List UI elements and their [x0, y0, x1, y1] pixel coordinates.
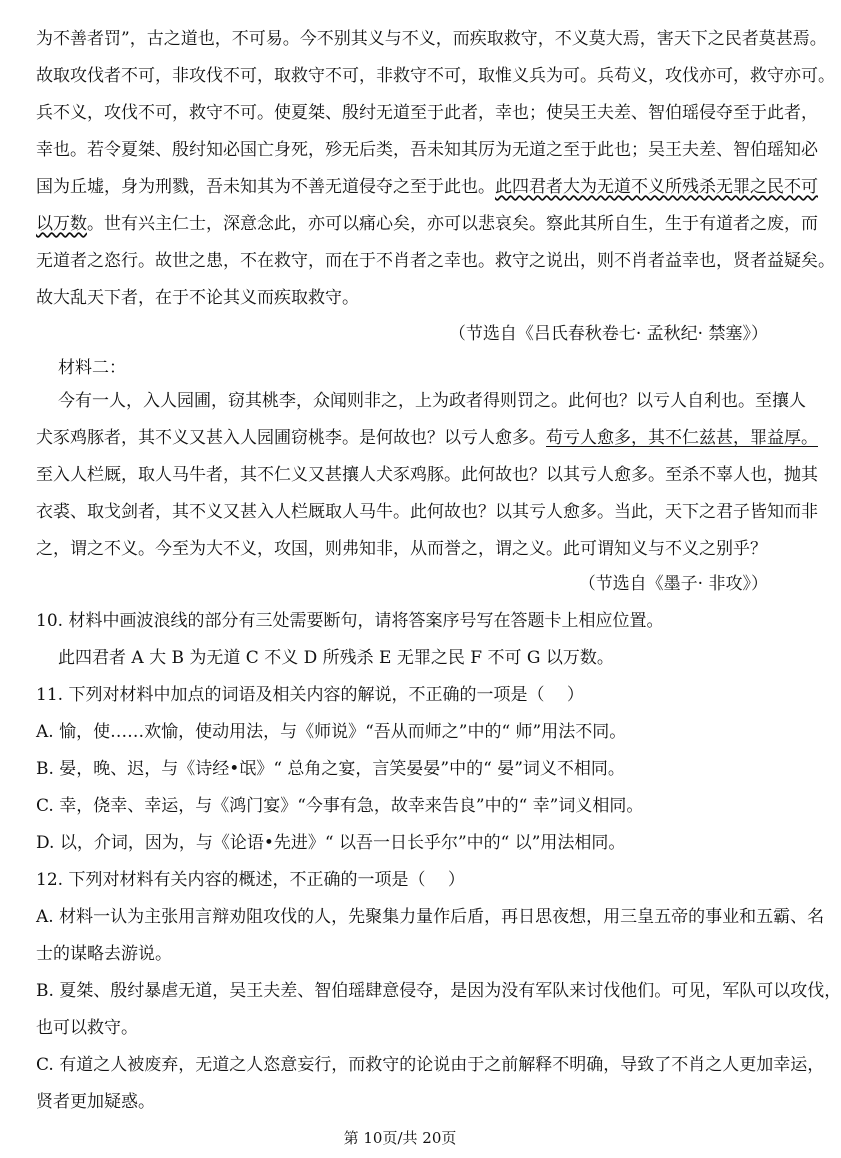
- option-a: A. 愉，使……欢愉，使动用法，与《师说》“吾从而师之”中的“ 师”用法不同。: [36, 722, 627, 742]
- material-label: 材料二：: [58, 358, 126, 378]
- option-c: C. 幸，侥幸、幸运，与《鸿门宴》“今事有急，故幸来告良”中的“ 幸”词义相同。: [36, 796, 644, 816]
- passage-text: 国为丘墟，身为刑戮，吾未知其为不善无道侵夺之至于此也。: [36, 177, 495, 197]
- wavy-underlined-text: 此四君者大为无道不义所残杀无罪之民不可: [495, 177, 818, 197]
- passage-line: 幸也。若令夏桀、殷纣知必国亡身死，殄无后类，吾未知其厉为无道之至于此也；吴王夫差、智伯瑶知必: [36, 140, 818, 160]
- passage-line: 兵不义，攻伐不可，救守不可。使夏桀、殷纣无道至于此者，幸也；使吴王夫差、智伯瑶侵夺至于此者，: [36, 103, 818, 123]
- page-footer: 第 10页/共 20页: [343, 1129, 457, 1147]
- passage-line: [36, 175, 818, 199]
- passage-line: 故取攻伐者不可，非攻伐不可，取救守不可，非救守不可，取惟义兵为可。兵苟义，攻伐亦可，救守亦可。: [36, 66, 835, 86]
- underlined-text: 苟亏人愈多，其不仁兹甚，罪益厚。: [546, 428, 818, 448]
- passage-line: 为不善者罚”，古之道也，不可易。今不别其义与不义，而疾取救守，不义莫大焉，害天下之民者莫甚焉。: [36, 29, 827, 49]
- option-c: C. 有道之人被废弃，无道之人恣意妄行，而救守的论说由于之前解释不明确，导致了不肖之人更加幸运，: [36, 1055, 825, 1075]
- passage-line: 故大乱天下者，在于不论其义而疾取救守。: [36, 288, 359, 308]
- passage-text: 。世有兴主仁士，深意念此，亦可以痛心矣，亦可以悲哀矣。察此其所自生，生于有道者之废，而: [87, 214, 818, 234]
- passage-line: 今有一人，入人园圃，窃其桃李，众闻则非之，上为政者得则罚之。此何也？以亏人自利也。至攘人: [58, 391, 806, 411]
- question-11: 11. 下列对材料中加点的词语及相关内容的解说，不正确的一项是（ ）: [36, 685, 584, 705]
- wavy-underlined-text: 以万数: [36, 214, 87, 234]
- option-c-cont: 贤者更加疑惑。: [36, 1092, 155, 1112]
- option-b-cont: 也可以救守。: [36, 1018, 138, 1038]
- option-a: A. 材料一认为主张用言辩劝阻攻伐的人，先聚集力量作后盾，再日思夜想，用三皇五帝的事业和五霸、名: [36, 907, 825, 927]
- passage-line: 至入人栏厩，取人马牛者，其不仁义又甚攘人犬豕鸡豚。此何故也？以其亏人愈多。至杀不辜人也，抛其: [36, 465, 818, 485]
- passage-line: [36, 426, 818, 450]
- question-10-sentence: 此四君者 A 大 B 为无道 C 不义 D 所残杀 E 无罪之民 F 不可 G 以万数。: [58, 648, 614, 668]
- option-a-cont: 士的谋略去游说。: [36, 944, 172, 964]
- passage-text: 犬豕鸡豚者，其不义又甚入人园圃窃桃李。是何故也？以亏人愈多。: [36, 428, 546, 448]
- source-citation: （节选自《吕氏春秋卷七· 孟秋纪· 禁塞》）: [448, 324, 768, 344]
- passage-line: 无道者之恣行。故世之患，不在救守，而在于不肖者之幸也。救守之说出，则不肖者益幸也，贤者益疑矣。: [36, 251, 835, 271]
- question-10: 10. 材料中画波浪线的部分有三处需要断句，请将答案序号写在答题卡上相应位置。: [36, 611, 664, 631]
- option-d: D. 以，介词，因为，与《论语•先进》“ 以吾一日长乎尔”中的“ 以”用法相同。: [36, 833, 626, 853]
- source-citation: （节选自《墨子· 非攻》）: [578, 574, 768, 594]
- question-12: 12. 下列对材料有关内容的概述，不正确的一项是（ ）: [36, 870, 465, 890]
- passage-line: [36, 212, 818, 236]
- option-b: B. 夏桀、殷纣暴虐无道，吴王夫差、智伯瑶肆意侵夺，是因为没有军队来讨伐他们。可见，军队可以攻伐，: [36, 981, 841, 1001]
- passage-line: 之，谓之不义。今至为大不义，攻国，则弗知非，从而誉之，谓之义。此可谓知义与不义之别乎？: [36, 539, 767, 559]
- option-b: B. 晏，晚、迟，与《诗经•氓》“ 总角之宴，言笑晏晏”中的“ 晏”词义不相同。: [36, 759, 625, 779]
- passage-line: 衣裘、取戈剑者，其不义又甚入人栏厩取人马牛。此何故也？以其亏人愈多。当此，天下之君子皆知而非: [36, 502, 818, 522]
